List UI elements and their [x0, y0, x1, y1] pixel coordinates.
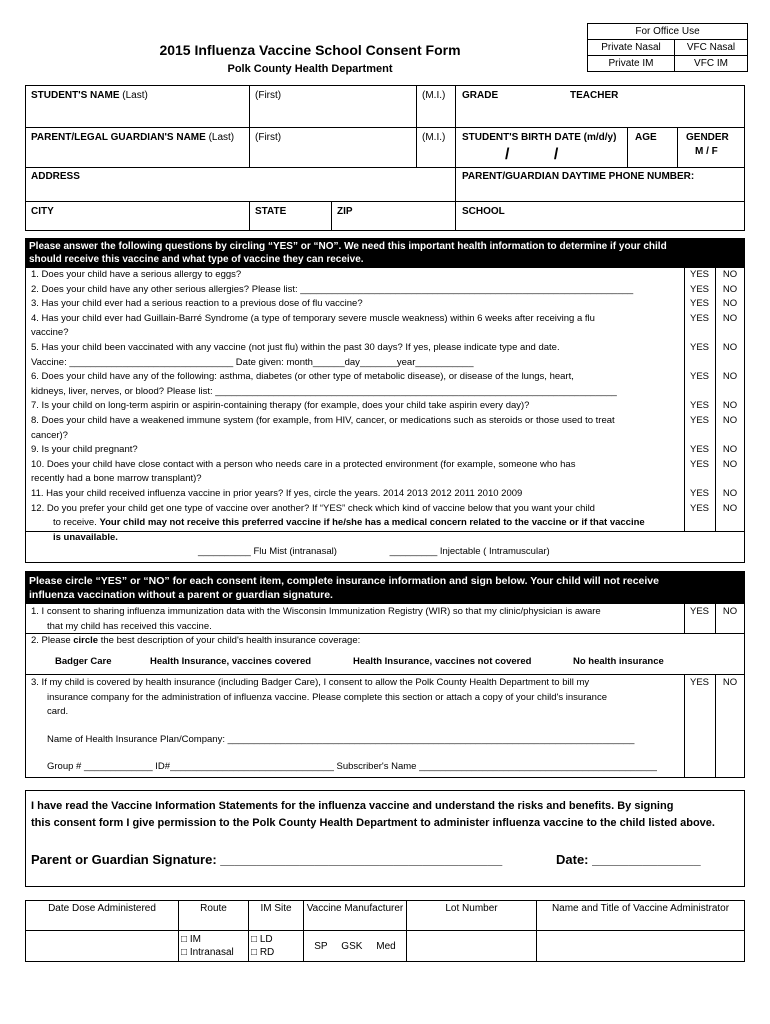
consent-item-1: 1. I consent to sharing influenza immunization data with the Wisconsin Immunization Registry (WIR) so that my clinic/physician is aware that my child has received this vaccine.	[31, 606, 601, 632]
route-cell	[179, 931, 249, 962]
form-title: 2015 Influenza Vaccine School Consent Form	[159, 42, 461, 58]
consent-statement-1: I have read the Vaccine Information Statements for the influenza vaccine and understand the risks and benefits. By signing	[31, 800, 674, 812]
question-11: 11. Has your child received influenza vaccine in prior years? If yes, circle the years. 2014 2013 2012 2011 2010 2009	[31, 487, 523, 499]
vaccine-type-options[interactable]: __________ Flu Mist (intranasal) _________ Injectable ( Intramuscular)	[198, 546, 550, 557]
birth-date-field[interactable]: STUDENT'S BIRTH DATE (m/d/y)	[462, 132, 617, 143]
coverage-no-insurance[interactable]: No health insurance	[573, 656, 664, 667]
state-field[interactable]: STATE	[255, 206, 287, 217]
site-ld-checkbox[interactable]: □ LD	[251, 934, 273, 945]
office-use-table	[587, 23, 748, 72]
yes-q8[interactable]: YES	[689, 414, 709, 426]
col-date-dose: Date Dose Administered	[26, 901, 179, 931]
health-yes-column	[684, 268, 715, 516]
manufacturer-options[interactable]: SP GSK Med	[304, 931, 407, 962]
no-q2[interactable]: NO	[722, 283, 738, 295]
department-name: Polk County Health Department	[227, 63, 393, 75]
birth-date-slashes: / /	[505, 146, 559, 163]
no-q7[interactable]: NO	[722, 400, 738, 412]
student-last-name-field[interactable]: STUDENT'S NAME (Last)	[31, 90, 148, 101]
administrator-cell[interactable]	[537, 931, 745, 962]
teacher-field[interactable]: TEACHER	[570, 90, 619, 101]
im-site-cell	[249, 931, 304, 962]
consent-item-3: 3. If my child is covered by health insurance (including Badger Care), I consent to allow the Polk County Health Department to bill my insurance company for the administration of influenza vaccine. Please complete this section or attach a copy of your child's insurance card.	[31, 677, 607, 718]
yes-q4[interactable]: YES	[689, 312, 709, 324]
question-12: 12. Do you prefer your child get one type of vaccine over another? If “YES” check which kind of vaccine below that you want your child	[31, 502, 595, 514]
coverage-vaccines-not-covered[interactable]: Health Insurance, vaccines not covered	[353, 656, 532, 667]
yes-q3[interactable]: YES	[689, 298, 709, 310]
yes-q7[interactable]: YES	[689, 400, 709, 412]
signature-date-field[interactable]: Date: _______________	[556, 852, 701, 867]
office-use-heading: For Office Use	[588, 24, 748, 40]
col-im-site: IM Site	[249, 901, 304, 931]
health-question-lines	[31, 268, 645, 545]
question-8: 8. Does your child have a weakened immune system (for example, from HIV, cancer, or medications such as steroids or those used to treat	[31, 414, 615, 426]
address-field[interactable]: ADDRESS	[31, 171, 80, 182]
gender-label: GENDER	[686, 132, 729, 143]
consent-header: Please circle “YES” or “NO” for each consent item, complete insurance information and sign below. Your child will not receive influenza vaccination without a parent or guardian signature.	[25, 571, 745, 604]
insurance-plan-field[interactable]: Name of Health Insurance Plan/Company: _____________________________________________________________________________	[47, 734, 635, 745]
phone-field[interactable]: PARENT/GUARDIAN DAYTIME PHONE NUMBER:	[462, 171, 695, 182]
parent-last-name-field[interactable]: PARENT/LEGAL GUARDIAN'S NAME (Last)	[31, 132, 235, 143]
yes-q11[interactable]: YES	[689, 487, 709, 499]
yes-q2[interactable]: YES	[689, 283, 709, 295]
coverage-vaccines-covered[interactable]: Health Insurance, vaccines covered	[150, 656, 312, 667]
no-q12[interactable]: NO	[722, 502, 738, 514]
no-q6[interactable]: NO	[722, 371, 738, 383]
question-2: 2. Does your child have any other serious allergies? Please list: _______________________________________________________________	[31, 283, 634, 295]
yes-q1[interactable]: YES	[689, 269, 709, 280]
question-6: 6. Does your child have any of the following: asthma, diabetes (or other type of metabolic disease), or disease of the lungs, heart,	[31, 371, 574, 383]
question-9: 9. Is your child pregnant?	[31, 444, 138, 456]
no-q1[interactable]: NO	[722, 269, 738, 280]
student-info-grid	[25, 85, 745, 231]
yes-q12[interactable]: YES	[689, 502, 709, 514]
question-12-cont: to receive. Your child may not receive this preferred vaccine if he/she has a medical concern related to the vaccine or if that vaccine	[53, 517, 645, 529]
group-id-subscriber-fields[interactable]: Group # _____________ ID#_______________________________ Subscriber's Name _____________________________________________	[47, 761, 657, 772]
office-private-nasal[interactable]: Private Nasal	[588, 40, 675, 56]
administration-table	[25, 900, 745, 962]
question-3: 3. Has your child ever had a serious reaction to a previous dose of flu vaccine?	[31, 298, 363, 310]
date-dose-cell[interactable]	[26, 931, 179, 962]
student-first-name-field[interactable]: (First)	[255, 90, 282, 101]
student-mi-field[interactable]: (M.I.)	[422, 90, 446, 101]
yes-q9[interactable]: YES	[689, 444, 709, 456]
site-rd-checkbox[interactable]: □ RD	[251, 947, 275, 958]
office-vfc-im[interactable]: VFC IM	[675, 56, 748, 72]
route-im-checkbox[interactable]: □ IM	[181, 934, 201, 945]
consent-1-yes[interactable]: YES	[689, 606, 709, 617]
no-q10[interactable]: NO	[722, 458, 738, 470]
yes-q5[interactable]: YES	[689, 341, 709, 353]
no-q11[interactable]: NO	[722, 487, 738, 499]
city-field[interactable]: CITY	[31, 206, 54, 217]
parent-first-name-field[interactable]: (First)	[255, 132, 282, 143]
route-intranasal-checkbox[interactable]: □ Intranasal	[181, 947, 234, 958]
col-lot-number: Lot Number	[407, 901, 537, 931]
coverage-badger-care[interactable]: Badger Care	[55, 656, 112, 667]
guardian-signature-field[interactable]: Parent or Guardian Signature: _______________________________________	[31, 852, 503, 867]
yes-q10[interactable]: YES	[689, 458, 709, 470]
col-administrator: Name and Title of Vaccine Administrator	[537, 901, 745, 931]
question-12-cont2: is unavailable.	[53, 531, 118, 543]
col-route: Route	[179, 901, 249, 931]
zip-field[interactable]: ZIP	[337, 206, 353, 217]
question-5: 5. Has your child been vaccinated with any vaccine (not just flu) within the past 30 days? If yes, please indicate type and date.	[31, 341, 560, 353]
office-private-im[interactable]: Private IM	[588, 56, 675, 72]
consent-1-no[interactable]: NO	[722, 606, 738, 617]
yes-q6[interactable]: YES	[689, 371, 709, 383]
consent-3-no[interactable]: NO	[722, 677, 738, 688]
question-10-cont: recently had a bone marrow transplant)?	[31, 473, 202, 485]
age-field[interactable]: AGE	[635, 132, 657, 143]
no-q8[interactable]: NO	[722, 414, 738, 426]
col-manufacturer: Vaccine Manufacturer	[304, 901, 407, 931]
question-5-vaccine: Vaccine: _______________________________ Date given: month______day_______year___________	[31, 356, 474, 368]
office-vfc-nasal[interactable]: VFC Nasal	[675, 40, 748, 56]
no-q4[interactable]: NO	[722, 312, 738, 324]
grade-field[interactable]: GRADE	[462, 90, 499, 101]
question-4: 4. Has your child ever had Guillain-Barré Syndrome (a type of temporary severe muscle weakness) within 6 weeks after receiving a flu	[31, 312, 595, 324]
question-10: 10. Does your child have close contact with a person who needs care in a protected environment (for example, someone who has	[31, 458, 576, 470]
question-7: 7. Is your child on long-term aspirin or aspirin-containing therapy (for example, does your child take aspirin every day)?	[31, 400, 530, 412]
parent-mi-field[interactable]: (M.I.)	[422, 132, 446, 143]
consent-item-2: 2. Please circle the best description of your child's health insurance coverage:	[31, 635, 361, 646]
consent-statement-2: this consent form I give permission to the Polk County Health Department to administer influenza vaccine to the child listed above.	[31, 817, 715, 829]
gender-options[interactable]: M / F	[695, 146, 718, 157]
no-q9[interactable]: NO	[722, 444, 738, 456]
no-q3[interactable]: NO	[722, 298, 738, 310]
question-1: 1. Does your child have a serious allergy to eggs?	[31, 269, 242, 280]
question-4-cont: vaccine?	[31, 327, 69, 339]
question-6-cont: kidneys, liver, nerves, or blood? Please list: ____________________________________________________________________________	[31, 385, 617, 397]
school-field[interactable]: SCHOOL	[462, 206, 505, 217]
no-q5[interactable]: NO	[722, 341, 738, 353]
question-8-cont: cancer)?	[31, 429, 68, 441]
lot-number-cell[interactable]	[407, 931, 537, 962]
health-questions-header: Please answer the following questions by circling “YES” or “NO”. We need this important health information to determine if your child should receive this vaccine and what type of vaccine they can receive.	[25, 238, 745, 268]
health-no-column	[715, 268, 745, 516]
consent-3-yes[interactable]: YES	[689, 677, 709, 688]
